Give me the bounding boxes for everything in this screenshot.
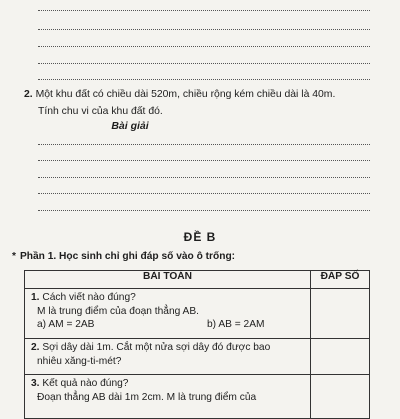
question-number: 2. [24, 89, 33, 100]
header-problem: BÀI TOÁN [25, 271, 311, 289]
answer-line [38, 144, 370, 145]
problem-question: Sợi dây dài 1m. Cắt một nửa sợi dây đó được bao [42, 342, 271, 353]
problem-detail: M là trung điểm của đoạn thẳng AB. [37, 305, 199, 317]
bullet: * [12, 251, 16, 262]
problem-number: 3. [31, 378, 40, 389]
question-2 [24, 86, 384, 120]
option-a: a) AM = 2AB [37, 319, 95, 330]
answer-box[interactable] [311, 339, 370, 375]
table-header-row [25, 271, 370, 289]
answer-line [38, 46, 370, 47]
header-answer: ĐÁP SỐ [311, 271, 370, 289]
answer-line [38, 29, 370, 30]
option-b: b) AB = 2AM [207, 319, 265, 330]
section-title: ĐỀ B [183, 230, 217, 244]
answer-line [38, 160, 370, 161]
answer-line [38, 210, 370, 211]
problem-cell [25, 375, 311, 419]
problem-question: Cách viết nào đúng? [42, 292, 136, 303]
problem-number: 1. [31, 292, 40, 303]
problem-question: Kết quả nào đúng? [42, 378, 129, 389]
table-row [25, 289, 370, 339]
part-title-text: Phần 1. Học sinh chỉ ghi đáp số vào ô trống: [19, 251, 236, 262]
table-row [25, 375, 370, 419]
answer-line [38, 177, 370, 178]
problem-detail: nhiêu xăng-ti-mét? [37, 355, 122, 367]
part-title [12, 251, 392, 262]
answer-line [38, 10, 370, 11]
table-row [25, 339, 370, 375]
question-text: Tính chu vi của khu đất đó. [38, 106, 163, 117]
problem-detail: Đoạn thẳng AB dài 1m 2cm. M là trung điểm của [37, 391, 257, 403]
answer-line [38, 79, 370, 80]
answer-line [38, 63, 370, 64]
answer-box[interactable] [311, 289, 370, 339]
answer-box[interactable] [311, 375, 370, 419]
problem-number: 2. [31, 342, 40, 353]
question-text: Một khu đất có chiều dài 520m, chiều rộng kém chiều dài là 40m. [35, 89, 336, 100]
problem-cell [25, 339, 311, 375]
answer-table [24, 270, 370, 419]
answer-line [38, 193, 370, 194]
solution-label: Bài giải [111, 120, 149, 132]
problem-cell [25, 289, 311, 339]
